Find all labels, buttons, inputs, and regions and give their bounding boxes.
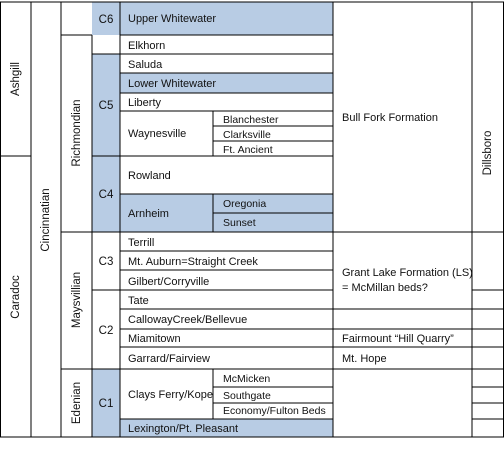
formation-dillsboro: Dillsboro — [482, 130, 495, 176]
unit-mt-auburn: Mt. Auburn=Straight Creek — [128, 256, 258, 268]
unit-miamitown: Miamitown — [128, 333, 181, 345]
series-caradoc: Caradoc — [10, 275, 23, 319]
unit-arnheim: Arnheim — [128, 208, 169, 220]
unit-elkhorn: Elkhorn — [128, 40, 166, 52]
seq-c3: C3 — [98, 256, 114, 268]
member-ft-ancient: Ft. Ancient — [223, 144, 273, 156]
unit-liberty: Liberty — [128, 97, 162, 109]
formation-labels — [342, 112, 473, 365]
stage-maysvillian: Maysvillian — [71, 271, 84, 329]
member-clarksville: Clarksville — [223, 129, 271, 141]
member-sunset: Sunset — [223, 217, 256, 229]
seq-c6: C6 — [98, 14, 114, 26]
unit-terrill: Terrill — [128, 237, 155, 249]
member-oregonia: Oregonia — [223, 198, 267, 210]
member-blanchester: Blanchester — [223, 114, 279, 126]
member-economy: Economy/Fulton Beds — [223, 405, 326, 417]
group-cincinnatian: Cincinnatian — [40, 188, 53, 252]
series-ashgill: Ashgill — [10, 62, 23, 96]
stage-richmondian: Richmondian — [71, 99, 84, 167]
unit-clays-ferry: Clays Ferry/Kope — [128, 389, 213, 401]
seq-c2: C2 — [98, 325, 114, 337]
formation-mt-hope: Mt. Hope — [342, 353, 387, 365]
formation-grant-lake-line2: = McMillan beds? — [342, 282, 428, 294]
member-southgate: Southgate — [223, 390, 271, 402]
seq-c5: C5 — [98, 100, 114, 112]
seq-c1: C1 — [98, 398, 114, 410]
member-mcmicken: McMicken — [223, 373, 271, 385]
unit-rowland: Rowland — [128, 170, 171, 182]
unit-lexington: Lexington/Pt. Pleasant — [128, 423, 239, 435]
unit-gilbert: Gilbert/Corryville — [128, 276, 210, 288]
formation-fairmount: Fairmount “Hill Quarry” — [342, 333, 454, 345]
seq-c4: C4 — [98, 189, 114, 201]
stage-edenian: Edenian — [71, 381, 84, 425]
unit-lower-whitewater: Lower Whitewater — [128, 78, 217, 90]
unit-upper-whitewater: Upper Whitewater — [128, 13, 217, 25]
unit-waynesville: Waynesville — [128, 128, 187, 140]
formation-grant-lake-line1: Grant Lake Formation (LS) — [342, 267, 473, 279]
unit-tate: Tate — [128, 295, 149, 307]
unit-calloway: CallowayCreek/Bellevue — [128, 314, 248, 326]
unit-saluda: Saluda — [128, 59, 163, 71]
formation-bull-fork: Bull Fork Formation — [342, 112, 438, 124]
unit-garrard: Garrard/Fairview — [128, 353, 210, 365]
